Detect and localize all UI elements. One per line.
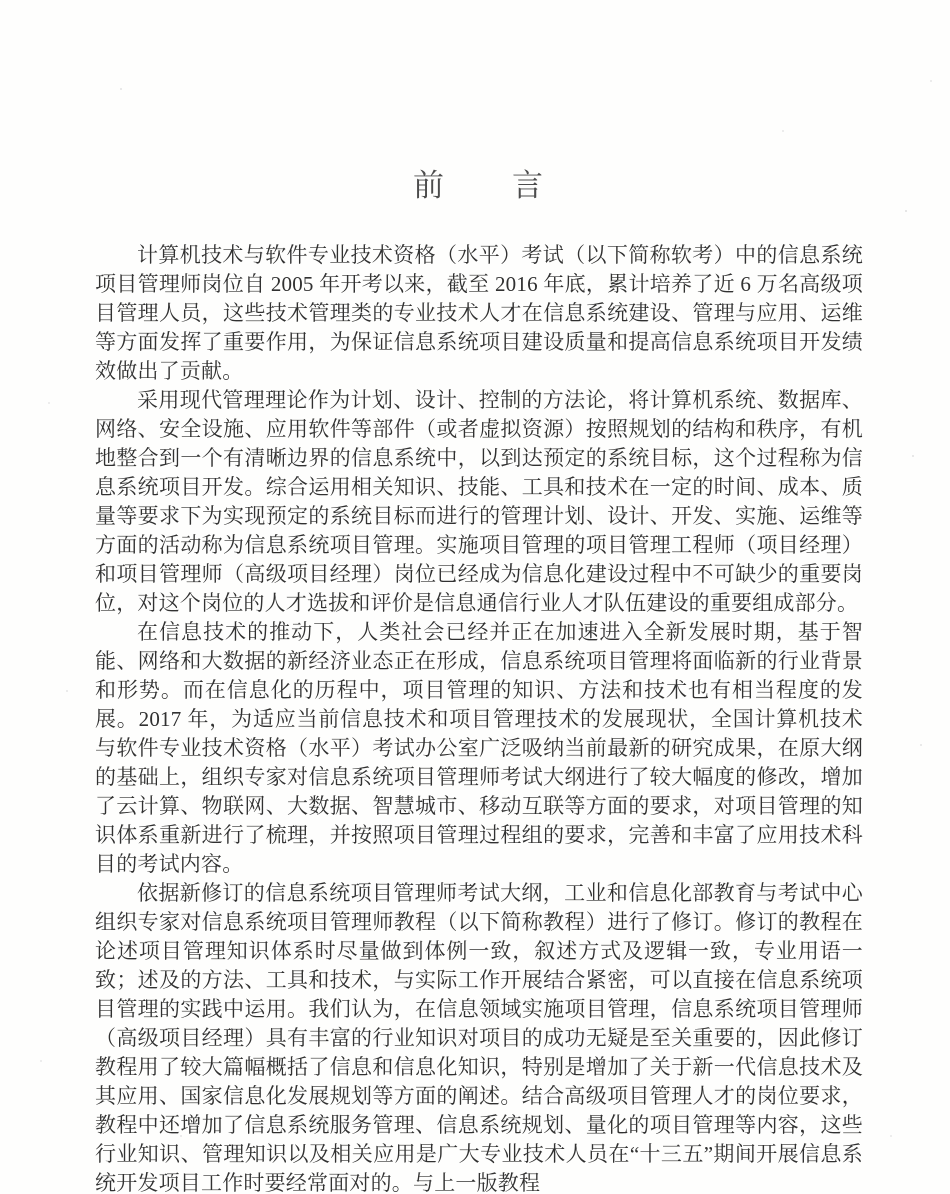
page-title: 前 言	[413, 168, 545, 203]
preface-body	[95, 241, 863, 1194]
page-content	[95, 160, 863, 1194]
paragraph: 在信息技术的推动下，人类社会已经并正在加速进入全新发展时期，基于智能、网络和大数据的新经济业态正在形成，信息系统项目管理将面临新的行业背景和形势。而在信息化的历程中，项目管理的知识、方法和技术也有相当程度的发展。2017 年，为适应当前信息技术和项目管理技术的发展现状，全国计算机技术与软件专业技术资格（水平）考试办公室广泛吸纳当前最新的研究成果，在原大纲的基础上，组织专家对信息系统项目管理师考试大纲进行了较大幅度的修改，增加了云计算、物联网、大数据、智慧城市、移动互联等方面的要求，对项目管理的知识体系重新进行了梳理，并按照项目管理过程组的要求，完善和丰富了应用技术科目的考试内容。	[95, 620, 863, 876]
paragraph: 采用现代管理理论作为计划、设计、控制的方法论，将计算机系统、数据库、网络、安全设施、应用软件等部件（或者虚拟资源）按照规划的结构和秩序，有机地整合到一个有清晰边界的信息系统中，以到达预定的系统目标，这个过程称为信息系统项目开发。综合运用相关知识、技能、工具和技术在一定的时间、成本、质量等要求下为实现预定的系统目标而进行的管理计划、设计、开发、实施、运维等方面的活动称为信息系统项目管理。实施项目管理的项目管理工程师（项目经理）和项目管理师（高级项目经理）岗位已经成为信息化建设过程中不可缺少的重要岗位，对这个岗位的人才选拔和评价是信息通信行业人才队伍建设的重要组成部分。	[95, 388, 863, 615]
scan-noise	[0, 0, 2, 2]
paragraph: 计算机技术与软件专业技术资格（水平）考试（以下简称软考）中的信息系统项目管理师岗位自 2005 年开考以来，截至 2016 年底，累计培养了近 6 万名高级项目管理人员，这些技术管理类的专业技术人才在信息系统建设、管理与应用、运维等方面发挥了重要作用，为保证信息系统项目建设质量和提高信息系统项目开发绩效做出了贡献。	[95, 243, 863, 383]
paragraph: 依据新修订的信息系统项目管理师考试大纲，工业和信息化部教育与考试中心组织专家对信息系统项目管理师教程（以下简称教程）进行了修订。修订的教程在论述项目管理知识体系时尽量做到体例一致，叙述方式及逻辑一致，专业用语一致；述及的方法、工具和技术，与实际工作开展结合紧密，可以直接在信息系统项目管理的实践中运用。我们认为，在信息领域实施项目管理，信息系统项目管理师（高级项目经理）具有丰富的行业知识对项目的成功无疑是至关重要的，因此修订教程用了较大篇幅概括了信息和信息化知识，特别是增加了关于新一代信息技术及其应用、国家信息化发展规划等方面的阐述。结合高级项目管理人才的岗位要求，教程中还增加了信息系统服务管理、信息系统规划、量化的项目管理等内容，这些行业知识、管理知识以及相关应用是广大专业技术人员在“十三五”期间开展信息系统开发项目工作时要经常面对的。与上一版教程	[95, 881, 863, 1194]
